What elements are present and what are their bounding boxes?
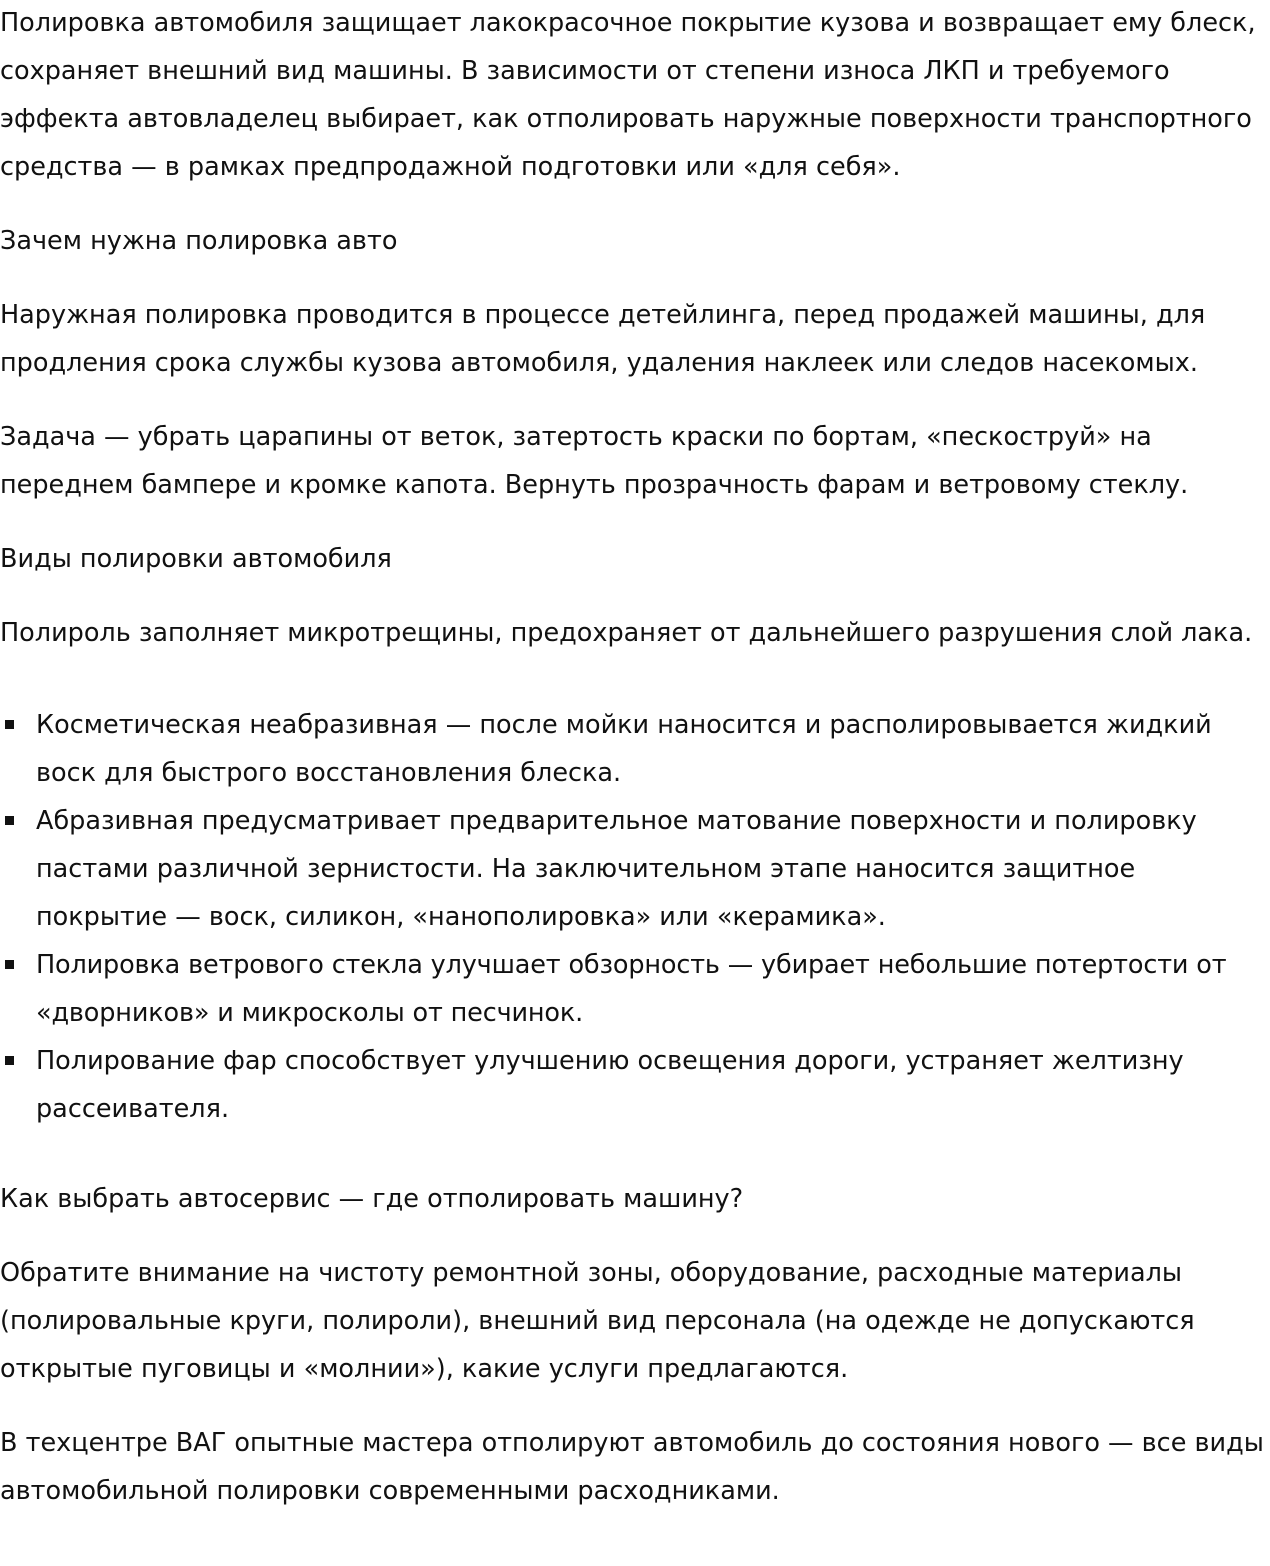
types-paragraph: Полироль заполняет микротрещины, предохраняет от дальнейшего разрушения слой лака.: [0, 618, 1253, 648]
list-item: [0, 701, 1270, 797]
intro-paragraph: Полировка автомобиля защищает лакокрасочное покрытие кузова и возвращает ему блеск, сохраняет внешний вид машины. В зависимости от степени износа ЛКП и требуемого эффекта автовладелец выбирает, как отполировать наружные поверхности транспортного средства — в рамках предпродажной подготовки или «для себя».: [0, 8, 1256, 182]
square-bullet-icon: [5, 960, 14, 969]
list-item: [0, 797, 1270, 941]
choose-paragraph-2: В техцентре ВАГ опытные мастера отполируют автомобиль до состояния нового — все виды автомобильной полировки современными расходниками.: [0, 1428, 1264, 1506]
list-item-text: Полировка ветрового стекла улучшает обзорность — убирает небольшие потертости от «дворников» и микросколы от песчинок.: [36, 950, 1227, 1028]
list-item-text: Полирование фар способствует улучшению освещения дороги, устраняет желтизну рассеивателя.: [36, 1046, 1184, 1124]
square-bullet-icon: [5, 1056, 14, 1065]
why-paragraph-2: Задача — убрать царапины от веток, затертость краски по бортам, «пескоструй» на переднем бампере и кромке капота. Вернуть прозрачность фарам и ветровому стеклу.: [0, 422, 1189, 500]
list-item-text: Косметическая неабразивная — после мойки наносится и располировывается жидкий воск для быстрого восстановления блеска.: [36, 710, 1212, 788]
list-item: [0, 941, 1270, 1037]
square-bullet-icon: [5, 816, 14, 825]
polish-types-list: [0, 701, 1270, 1133]
heading-choose-service: Как выбрать автосервис — где отполировать машину?: [0, 1184, 744, 1214]
why-paragraph-1: Наружная полировка проводится в процессе детейлинга, перед продажей машины, для продления срока службы кузова автомобиля, удаления наклеек или следов насекомых.: [0, 300, 1206, 378]
choose-paragraph-1: Обратите внимание на чистоту ремонтной зоны, оборудование, расходные материалы (полировальные круги, полироли), внешний вид персонала (на одежде не допускаются открытые пуговицы и «молнии»), какие услуги предлагаются.: [0, 1258, 1195, 1384]
square-bullet-icon: [5, 720, 14, 729]
list-item-text: Абразивная предусматривает предварительное матование поверхности и полировку пастами различной зернистости. На заключительном этапе наносится защитное покрытие — воск, силикон, «нанополировка» или «керамика».: [36, 806, 1197, 932]
heading-polish-types: Виды полировки автомобиля: [0, 544, 392, 574]
heading-why-polish: Зачем нужна полировка авто: [0, 226, 398, 256]
list-item: [0, 1037, 1270, 1133]
